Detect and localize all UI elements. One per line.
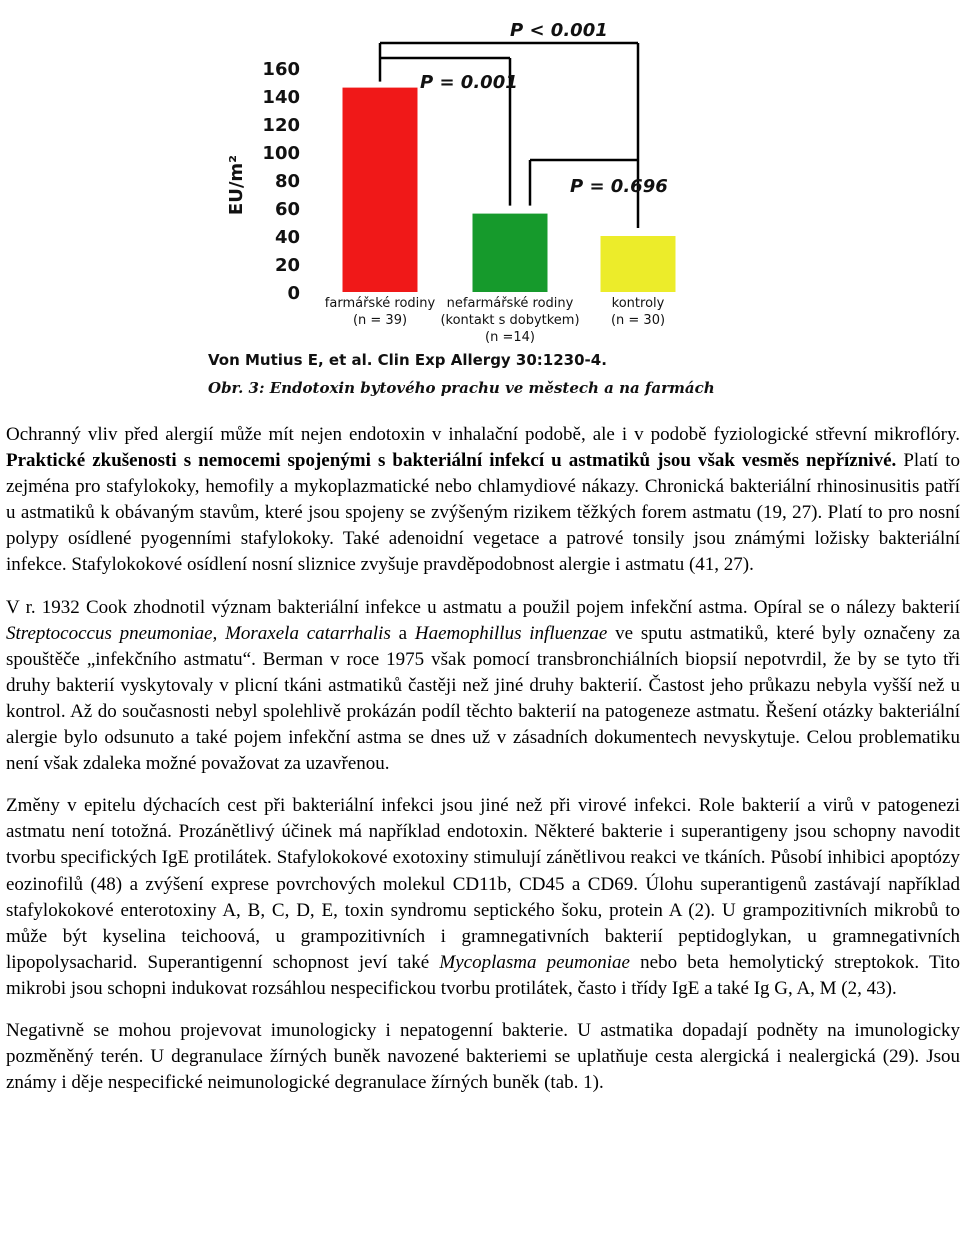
paragraph-4: Negativně se mohou projevovat imunologicky i nepatogenní bakterie. U astmatika dopadají podněty na imunologicky pozměněný terén. U degranulace žírných buněk navozené bakteriemi se uplatňuje cesta alergická i nealergická (29). Jsou známy i děje nespecifické neimunologické degranulace žírných buněk (tab. 1). xyxy=(6,1019,960,1094)
bar-1 xyxy=(343,88,418,292)
category-label: (n = 39) xyxy=(352,313,408,328)
category-label: (n =14) xyxy=(485,330,535,345)
y-tick-label: 100 xyxy=(262,143,300,164)
paragraph-1: Ochranný vliv před alergií může mít nejen endotoxin v inhalační podobě, ale i v podobě fyziologické střevní mikroflóry. Praktické zkušenosti s nemocemi spojenými s bakteriální infekcí u astmatiků jsou však vesměs nepříznivé. Platí to zejména pro stafylokoky, hemofily a mykoplazmatické nebo chlamydiové nákazy. Chronická bakteriální rhinosinusitis patří u astmatiků k obávaným stavům, které jsou spojeny se zvýšeným rizikem těžkých forem astmatu (19, 27). Platí to pro nosní polypy osídlené pyogenními stafylokoky. Také adenoidní vegetace a patrové tonsily jsou známými ložisky bakteriální infekce. Stafylokokové osídlení nosní sliznice zvyšuje pravděpodobnost alergie i astmatu (41, 27). xyxy=(6,424,960,576)
y-tick-label: 160 xyxy=(262,59,300,80)
y-tick-label: 60 xyxy=(274,199,300,220)
paragraph-3: Změny v epitelu dýchacích cest při bakteriální infekci jsou jiné než při virové infekci. Role bakterií a virů v patogenezi astmatu není totožná. Prozánětlivý účinek má například endotoxin. Některé bakterie i superantigeny jsou schopny navodit tvorbu specifických IgE protilátek. Stafylokokové exotoxiny stimulují zánětlivou reakci ve tkáních. Působí inhibici apoptózy eozinofilů (48) a zvýšení exprese povrchových molekul CD11b, CD45 a CD69. Úlohu superantigenů zastávají například stafylokokové enterotoxiny A, B, C, D, E, toxin syndromu septického šoku, protein A (2). U grampozitivních mikrobů to může být kyselina teichoová, u grampozitivních i gramnegativních bakterií peptidoglykan, u gramnegativních lipopolysacharid. Superantigenní schopnost jeví také Mycoplasma peumoniae nebo beta hemolytický streptokok. Tito mikrobi jsou schopni indukovat rozsáhlou nespecifickou tvorbu protilátek, často i třídy IgE a také Ig G, A, M (2, 43). xyxy=(6,795,960,999)
category-label: farmářské rodiny xyxy=(324,296,436,311)
citation-text: Von Mutius E, et al. Clin Exp Allergy 30:1230-4. xyxy=(208,351,607,369)
p-value-label: P = 0.001 xyxy=(420,72,518,93)
article-body xyxy=(6,422,960,1112)
p-value-label: P = 0.696 xyxy=(570,176,668,197)
y-tick-label: 20 xyxy=(274,255,300,276)
figure-caption: Obr. 3: Endotoxin bytového prachu ve městech a na farmách xyxy=(208,379,715,397)
bar-2 xyxy=(473,214,548,292)
category-label: kontroly xyxy=(611,296,665,311)
category-label: nefarmářské rodiny xyxy=(446,296,574,311)
category-label: (kontakt s dobytkem) xyxy=(440,313,580,328)
y-tick-label: 120 xyxy=(262,115,300,136)
y-axis-label: EU/m² xyxy=(226,154,247,216)
p-value-label: P < 0.001 xyxy=(510,20,608,41)
y-tick-label: 40 xyxy=(274,227,300,248)
category-label: (n = 30) xyxy=(610,313,666,328)
paragraph-2: V r. 1932 Cook zhodnotil význam bakteriální infekce u astmatu a použil pojem infekční astma. Opíral se o nálezy bakterií Streptococcus pneumoniae, Moraxela catarrhalis a Haemophillus influenzae ve sputu astmatiků, které byly označeny za spouštěče „infekčního astmatu“. Berman v roce 1975 však pomocí transbronchiálních biopsií nepotvrdil, že by se tyto tři druhy bakterií vyskytovaly v plicní tkáni astmatiků častěji než jiné druhy bakterií. Častost jeho průkazu nebyla vyšší než u kontrol. Až do současnosti nebyl spolehlivě prokázán podíl těchto bakterií na patogeneze astmatu. Řešení otázky bakteriální alergie bylo odsunuto a také pojem infekční astma se dnes už v zásadních dokumentech nevyskytuje. Celou problematiku není však zdaleka možné považovat za uzavřenou. xyxy=(6,596,960,775)
y-tick-label: 80 xyxy=(274,171,300,192)
y-tick-label: 140 xyxy=(262,87,300,108)
endotoxin-bar-chart xyxy=(180,0,780,400)
bar-3 xyxy=(601,236,676,292)
y-tick-label: 0 xyxy=(287,283,300,304)
